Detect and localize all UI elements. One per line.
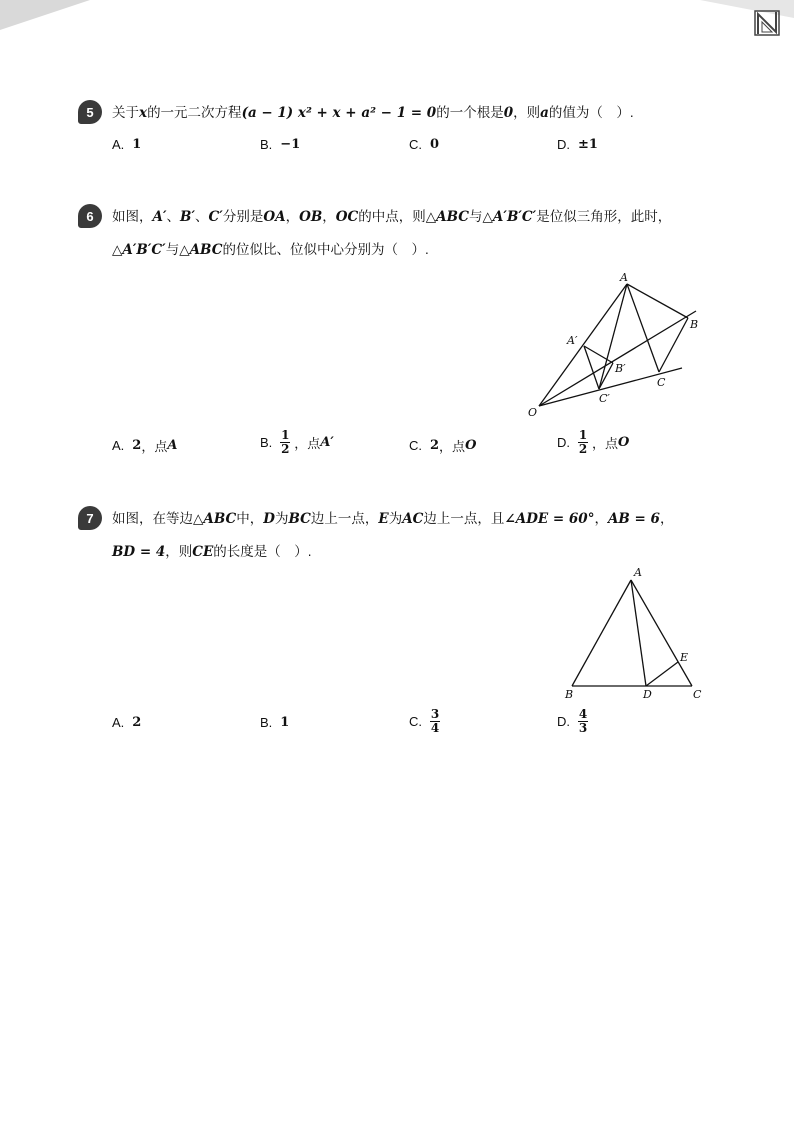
label-C-prime: C′	[599, 392, 610, 405]
question-text-line-2: △A′B′C′与△ABC的位似比、位似中心分别为（ ）.	[112, 242, 429, 258]
option-c[interactable]: C. 0	[409, 137, 440, 152]
header-decoration	[0, 0, 794, 40]
label-B: B	[690, 318, 699, 331]
label-C: C	[693, 688, 702, 701]
label-B: B	[565, 688, 574, 701]
equation: (a − 1) x² + x + a² − 1 = 0	[241, 105, 437, 121]
option-a[interactable]: A. 2	[112, 715, 142, 730]
question-text: 关于x的一元二次方程(a − 1) x² + x + a² − 1 = 0的一个根是0，则a的值为（ ）.	[112, 105, 634, 121]
question-7	[78, 506, 718, 566]
fraction: $\frac{1}{2}$	[578, 428, 588, 456]
question-6	[78, 204, 718, 264]
label-A-prime: A′	[567, 334, 578, 347]
option-b[interactable]: B. −1	[260, 137, 301, 152]
label-A: A	[634, 566, 642, 579]
fraction: $\frac{1}{2}$	[281, 428, 290, 456]
label-B-prime: B′	[615, 362, 626, 375]
option-d[interactable]: D. ±1	[557, 137, 598, 152]
fraction: $\frac{4}{3}$	[578, 707, 588, 735]
question-number-badge: 7	[78, 506, 102, 530]
option-d[interactable]: D. $\frac{1}{2}$ ，点 O	[557, 428, 630, 456]
option-b[interactable]: B. 1	[260, 715, 290, 730]
question-text-line-1: 如图，在等边△ABC中，D为BC边上一点，E为AC边上一点，且∠ADE = 60°，AB = 6，	[112, 511, 674, 527]
label-E: E	[680, 651, 689, 664]
question-5	[78, 100, 718, 160]
logo-icon	[752, 8, 782, 38]
option-c[interactable]: C. 2 ，点 O	[409, 438, 477, 454]
question-text-line-2: BD = 4，则CE的长度是（ ）.	[112, 544, 312, 560]
label-A: A	[620, 271, 628, 284]
fraction: $\frac{3}{4}$	[430, 707, 440, 735]
option-a[interactable]: A. 1	[112, 137, 142, 152]
label-D: D	[643, 688, 652, 701]
option-d[interactable]: D. $\frac{4}{3}$	[557, 707, 588, 735]
question-number-badge: 5	[78, 100, 102, 124]
option-c[interactable]: C. $\frac{3}{4}$	[409, 707, 440, 735]
option-a[interactable]: A. 2 ，点 A	[112, 438, 178, 454]
label-O: O	[528, 406, 538, 419]
figure-equilateral-triangle	[560, 564, 710, 704]
option-b[interactable]: B. $\frac{1}{2}$ ，点 A′	[260, 428, 334, 456]
label-C: C	[657, 376, 666, 389]
question-text-line-1: 如图，A′、B′、C′分别是OA，OB，OC的中点，则△ABC与△A′B′C′是位似三角形，此时，	[112, 209, 672, 225]
question-number-badge: 6	[78, 204, 102, 228]
figure-homothety-triangles	[520, 268, 710, 420]
